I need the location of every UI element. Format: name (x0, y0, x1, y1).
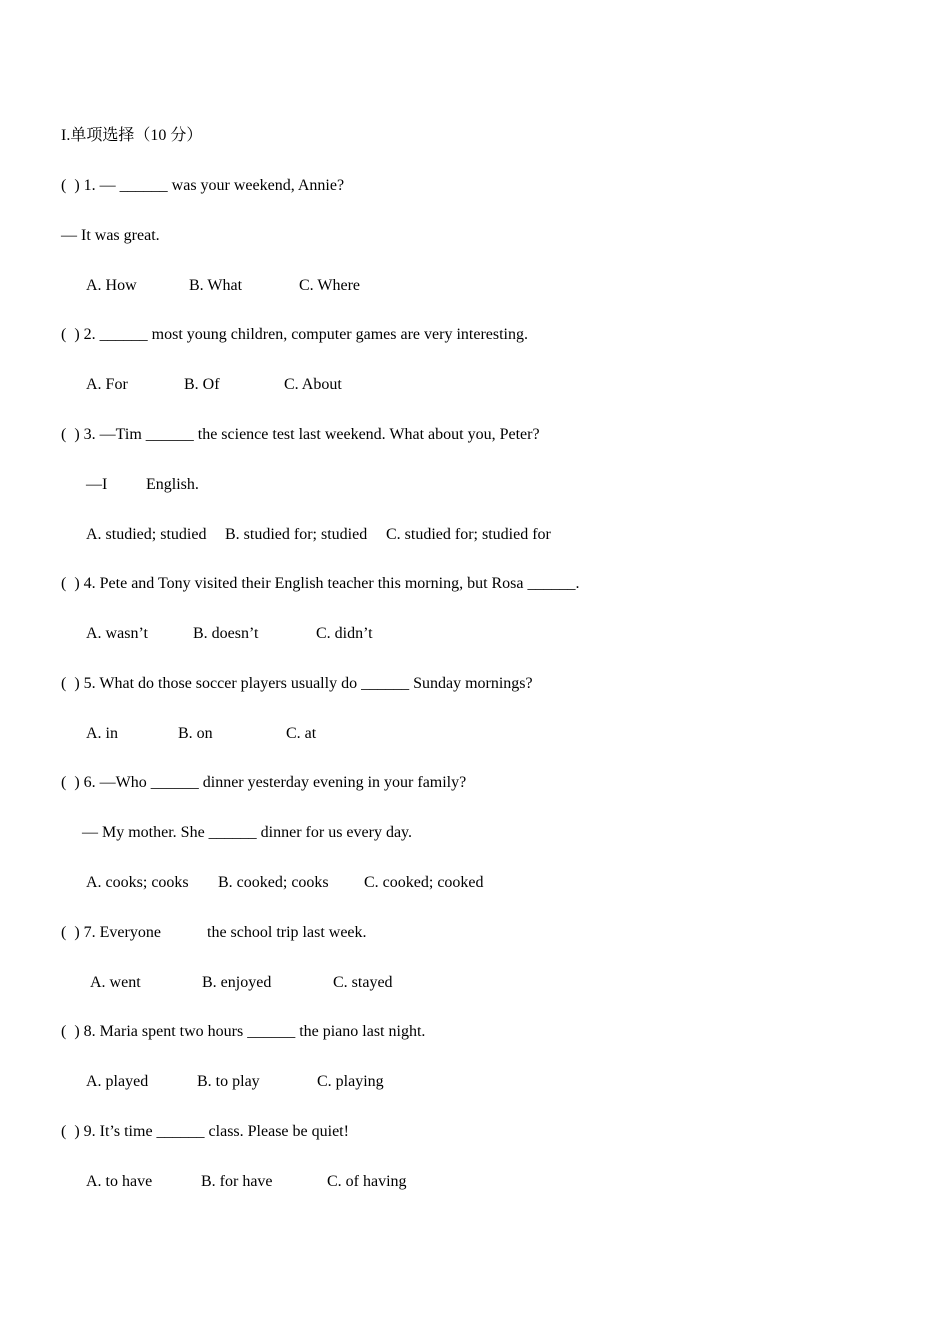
question-5-option-a: A. in (86, 725, 118, 742)
question-4-option-c: C. didn’t (316, 625, 373, 642)
question-3-reply-prefix: —I (86, 476, 108, 493)
question-9-option-a: A. to have (86, 1173, 153, 1190)
question-7-stem-suffix: the school trip last week. (207, 924, 367, 941)
question-1-option-a: A. How (86, 277, 137, 294)
question-8-option-c: C. playing (317, 1073, 384, 1090)
question-7-stem-prefix: ( ) 7. Everyone (61, 924, 161, 941)
question-3-reply-suffix: English. (146, 476, 199, 493)
question-5-option-c: C. at (286, 725, 317, 742)
question-6-reply: — My mother. She ______ dinner for us every day. (82, 824, 413, 841)
question-5-option-b: B. on (178, 725, 213, 742)
question-1-stem: ( ) 1. — ______ was your weekend, Annie? (61, 177, 345, 194)
question-2-option-a: A. For (86, 376, 128, 393)
question-8-option-a: A. played (86, 1073, 149, 1090)
question-2-option-b: B. Of (184, 376, 220, 393)
question-9-option-c: C. of having (327, 1173, 407, 1190)
question-1-reply: — It was great. (61, 227, 160, 244)
question-2-option-c: C. About (284, 376, 342, 393)
question-3-stem: ( ) 3. —Tim ______ the science test last weekend. What about you, Peter? (61, 426, 540, 443)
question-4-option-a: A. wasn’t (86, 625, 148, 642)
question-3-option-a: A. studied; studied (86, 526, 207, 543)
question-3-option-b: B. studied for; studied (225, 526, 368, 543)
question-2-stem: ( ) 2. ______ most young children, computer games are very interesting. (61, 326, 528, 343)
question-8-option-b: B. to play (197, 1073, 260, 1090)
question-4-option-b: B. doesn’t (193, 625, 259, 642)
question-6-option-c: C. cooked; cooked (364, 874, 484, 891)
question-1-option-b: B. What (189, 277, 243, 294)
question-6-option-b: B. cooked; cooks (218, 874, 329, 891)
question-5-stem: ( ) 5. What do those soccer players usually do ______ Sunday mornings? (61, 675, 533, 692)
question-8-stem: ( ) 8. Maria spent two hours ______ the piano last night. (61, 1023, 426, 1040)
question-1-option-c: C. Where (299, 277, 361, 294)
question-9-stem: ( ) 9. It’s time ______ class. Please be quiet! (61, 1123, 349, 1140)
section-title: I.单项选择（10 分） (61, 127, 203, 144)
question-6-stem: ( ) 6. —Who ______ dinner yesterday evening in your family? (61, 774, 467, 791)
question-7-option-c: C. stayed (333, 974, 393, 991)
question-9-option-b: B. for have (201, 1173, 273, 1190)
question-4-stem: ( ) 4. Pete and Tony visited their English teacher this morning, but Rosa ______. (61, 575, 580, 592)
question-7-option-a: A. went (90, 974, 141, 991)
question-7-option-b: B. enjoyed (202, 974, 272, 991)
question-3-option-c: C. studied for; studied for (386, 526, 551, 543)
question-6-option-a: A. cooks; cooks (86, 874, 189, 891)
